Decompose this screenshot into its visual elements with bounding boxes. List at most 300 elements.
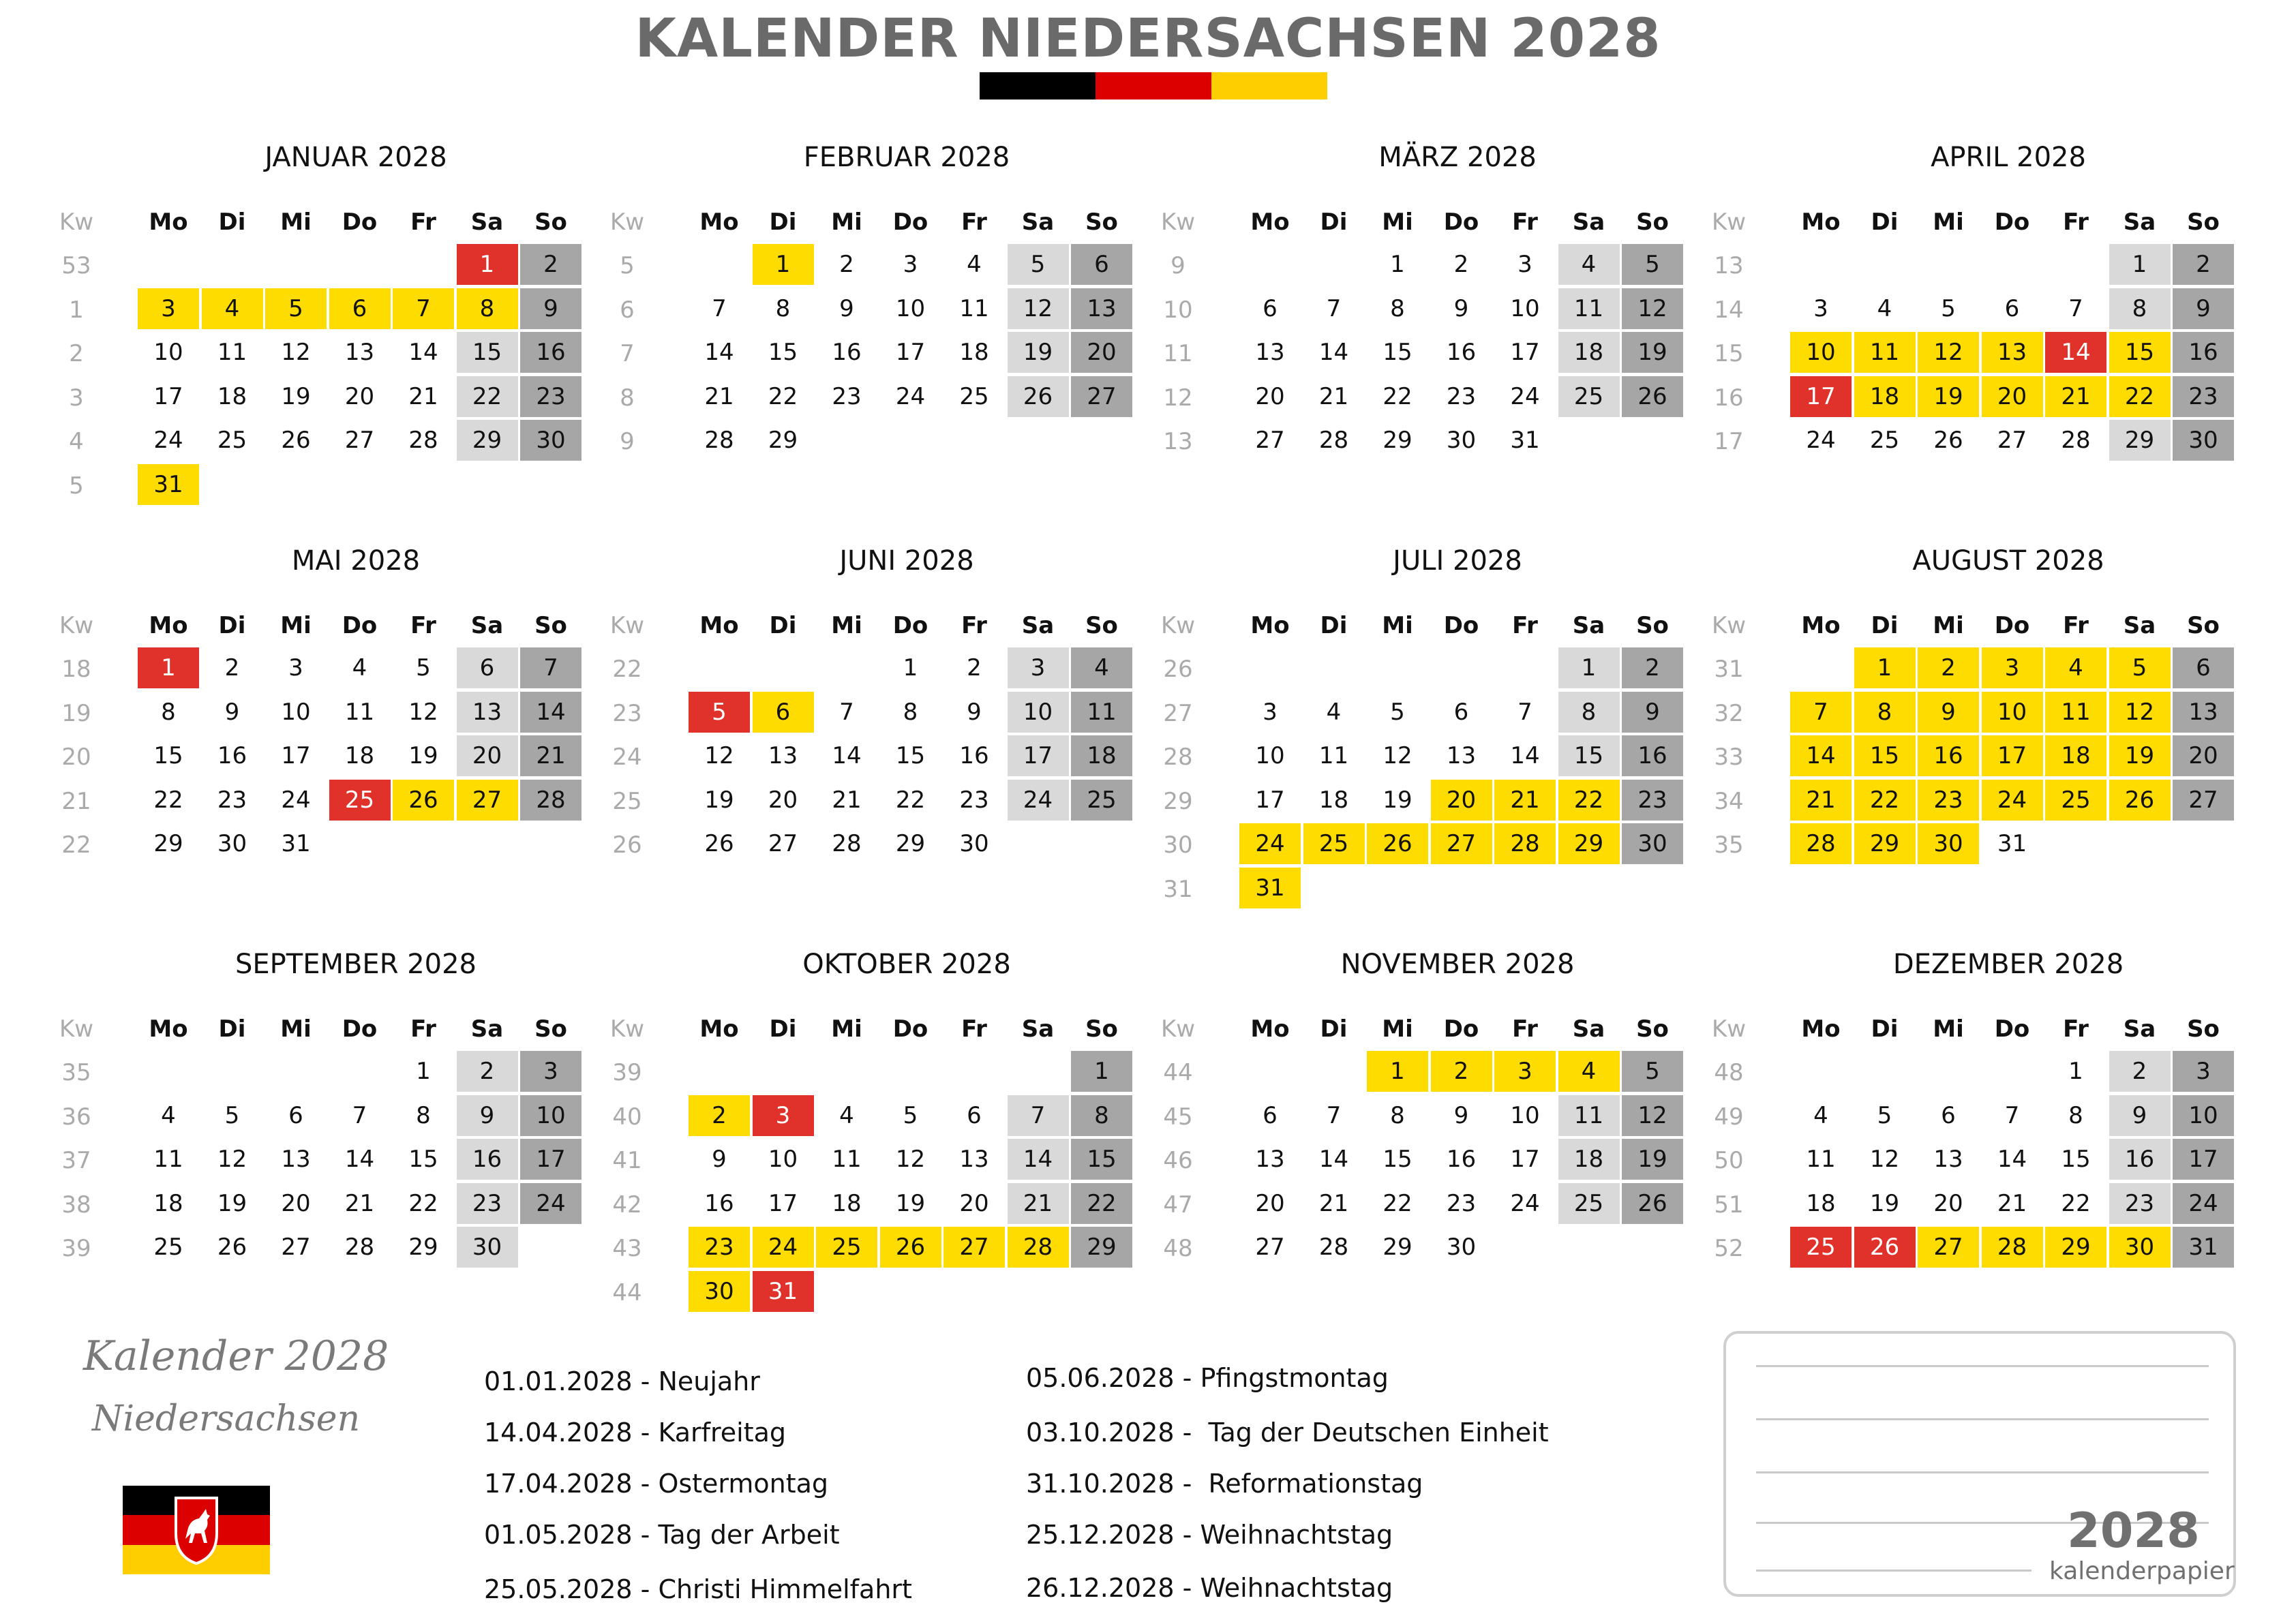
day-cell: 26 — [217, 1234, 247, 1261]
day-cell: 2 — [1918, 647, 1979, 688]
day-cell: 20 — [1933, 1189, 1963, 1217]
day-cell: 28 — [408, 427, 438, 454]
day-cell: 30 — [1918, 823, 1979, 864]
day-cell: 12 — [1622, 1095, 1683, 1136]
holiday-entry: 03.10.2028 - Tag der Deutschen Einheit — [1026, 1418, 1549, 1448]
weekday-header: Mo — [1250, 209, 1290, 236]
day-cell: 4 — [1326, 698, 1342, 726]
day-cell: 17 — [768, 1189, 798, 1217]
day-cell: 10 — [1008, 692, 1069, 733]
day-cell: 9 — [1453, 1101, 1469, 1129]
day-cell: 26 — [1367, 823, 1428, 864]
day-cell: 11 — [344, 698, 375, 726]
weekday-header: So — [1085, 612, 1118, 639]
day-cell: 1 — [1367, 1051, 1428, 1092]
holiday-entry: 01.05.2028 - Tag der Arbeit — [484, 1520, 840, 1550]
day-cell: 5 — [1941, 294, 1956, 322]
weekday-header: So — [1636, 209, 1669, 236]
weekday-header: Kw — [609, 1015, 645, 1043]
note-line — [1756, 1365, 2209, 1367]
day-cell: 29 — [1383, 427, 1413, 454]
day-cell: 9 — [2109, 1095, 2171, 1136]
week-number: 1 — [69, 296, 84, 324]
week-number: 38 — [61, 1191, 91, 1219]
weekday-header: So — [534, 1015, 567, 1043]
day-cell: 16 — [217, 742, 247, 769]
note-line — [1756, 1471, 2209, 1473]
day-cell: 1 — [1854, 647, 1916, 688]
day-cell: 16 — [1918, 735, 1979, 776]
weekday-header: Do — [892, 612, 928, 639]
day-cell: 4 — [202, 288, 263, 329]
weekday-header: Di — [1871, 209, 1899, 236]
day-cell: 14 — [1997, 1146, 2027, 1173]
day-cell: 15 — [408, 1146, 438, 1173]
day-cell: 18 — [832, 1189, 862, 1217]
day-cell: 4 — [1558, 244, 1620, 285]
day-cell: 7 — [712, 294, 727, 322]
day-cell: 15 — [1383, 1146, 1413, 1173]
day-cell: 20 — [1255, 382, 1285, 410]
day-cell: 4 — [1813, 1101, 1828, 1129]
day-cell: 13 — [768, 742, 798, 769]
day-cell: 10 — [895, 294, 926, 322]
weekday-header: Mi — [1933, 612, 1964, 639]
day-cell: 12 — [895, 1146, 926, 1173]
week-number: 30 — [1163, 831, 1193, 859]
day-cell: 7 — [2068, 294, 2083, 322]
script-title: Kalender 2028 — [83, 1332, 389, 1380]
day-cell: 22 — [1383, 1189, 1413, 1217]
day-cell: 19 — [408, 742, 438, 769]
weekday-header: Do — [1994, 209, 2030, 236]
day-cell: 5 — [1877, 1101, 1892, 1129]
weekday-header: Do — [342, 1015, 378, 1043]
day-cell: 9 — [967, 698, 982, 726]
week-number: 36 — [61, 1103, 91, 1131]
day-cell: 1 — [416, 1058, 431, 1085]
month-block — [1160, 545, 1696, 927]
day-cell: 22 — [408, 1189, 438, 1217]
day-cell: 24 — [1806, 427, 1836, 454]
day-cell: 20 — [959, 1189, 989, 1217]
day-cell: 15 — [1383, 339, 1413, 366]
day-cell: 22 — [457, 376, 518, 417]
day-cell: 10 — [1510, 1101, 1540, 1129]
weekday-header: Mi — [831, 209, 862, 236]
weekday-header: Fr — [961, 209, 987, 236]
week-number: 46 — [1163, 1147, 1193, 1174]
week-number: 5 — [69, 472, 84, 500]
day-cell: 19 — [1622, 1139, 1683, 1180]
day-cell: 21 — [1318, 1189, 1349, 1217]
day-cell: 8 — [1390, 294, 1405, 322]
day-cell: 27 — [768, 830, 798, 857]
week-number: 44 — [1163, 1059, 1193, 1086]
day-cell: 16 — [832, 339, 862, 366]
day-cell: 11 — [959, 294, 989, 322]
day-cell: 28 — [1318, 1234, 1349, 1261]
day-cell: 1 — [138, 647, 199, 688]
day-cell: 7 — [2004, 1101, 2020, 1129]
day-cell: 17 — [1510, 1146, 1540, 1173]
week-number: 13 — [1714, 252, 1744, 279]
day-cell: 27 — [943, 1227, 1005, 1268]
day-cell: 13 — [959, 1146, 989, 1173]
week-number: 41 — [612, 1147, 642, 1174]
week-number: 21 — [61, 787, 91, 815]
weekday-header: Kw — [1711, 1015, 1747, 1043]
day-cell: 31 — [281, 830, 311, 857]
weekday-header: Sa — [470, 612, 504, 639]
day-cell: 27 — [1071, 376, 1132, 417]
day-cell: 26 — [1008, 376, 1069, 417]
day-cell: 11 — [1558, 1095, 1620, 1136]
week-number: 16 — [1714, 384, 1744, 412]
month-block — [609, 142, 1145, 523]
day-cell: 21 — [1494, 780, 1556, 821]
weekday-header: Sa — [1021, 209, 1055, 236]
day-cell: 31 — [1997, 830, 2027, 857]
day-cell: 7 — [1517, 698, 1532, 726]
day-cell: 13 — [1982, 332, 2043, 373]
day-cell: 31 — [1239, 868, 1301, 908]
week-number: 22 — [612, 656, 642, 683]
day-cell: 12 — [408, 698, 438, 726]
day-cell: 18 — [1071, 735, 1132, 776]
flag-black-stripe — [980, 72, 1096, 100]
brand-name: kalenderpapier — [2049, 1557, 2235, 1585]
day-cell: 10 — [281, 698, 311, 726]
weekday-header: Di — [769, 612, 797, 639]
month-block — [1160, 949, 1696, 1330]
day-cell: 2 — [520, 244, 581, 285]
day-cell: 4 — [352, 654, 367, 682]
day-cell: 1 — [457, 244, 518, 285]
day-cell: 28 — [2061, 427, 2091, 454]
day-cell: 22 — [1071, 1183, 1132, 1224]
day-cell: 5 — [2109, 647, 2171, 688]
day-cell: 19 — [1383, 786, 1413, 814]
day-cell: 11 — [1806, 1146, 1836, 1173]
day-cell: 28 — [520, 780, 581, 821]
weekday-header: Kw — [1160, 209, 1196, 236]
day-cell: 22 — [895, 786, 926, 814]
day-cell: 23 — [2109, 1183, 2171, 1224]
day-cell: 13 — [1071, 288, 1132, 329]
day-cell: 23 — [1446, 1189, 1477, 1217]
weekday-header: Do — [342, 612, 378, 639]
day-cell: 13 — [344, 339, 375, 366]
week-number: 43 — [612, 1235, 642, 1262]
day-cell: 21 — [1997, 1189, 2027, 1217]
day-cell: 20 — [2173, 735, 2234, 776]
day-cell: 14 — [704, 339, 734, 366]
day-cell: 15 — [1071, 1139, 1132, 1180]
day-cell: 7 — [839, 698, 854, 726]
day-cell: 13 — [457, 692, 518, 733]
week-number: 7 — [620, 340, 635, 367]
day-cell: 25 — [1790, 1227, 1852, 1268]
day-cell: 30 — [689, 1271, 750, 1312]
day-cell: 23 — [217, 786, 247, 814]
day-cell: 2 — [1453, 251, 1469, 278]
day-cell: 4 — [1877, 294, 1892, 322]
week-number: 34 — [1714, 787, 1744, 815]
day-cell: 15 — [1854, 735, 1916, 776]
day-cell: 12 — [1008, 288, 1069, 329]
day-cell: 21 — [1790, 780, 1852, 821]
day-cell: 1 — [753, 244, 814, 285]
weekday-header: Di — [218, 612, 246, 639]
day-cell: 19 — [1869, 1189, 1900, 1217]
day-cell: 11 — [2045, 692, 2106, 733]
day-cell: 8 — [903, 698, 918, 726]
day-cell: 3 — [1813, 294, 1828, 322]
day-cell: 11 — [1071, 692, 1132, 733]
day-cell: 9 — [1453, 294, 1469, 322]
week-number: 37 — [61, 1147, 91, 1174]
day-cell: 22 — [1383, 382, 1413, 410]
day-cell: 7 — [1008, 1095, 1069, 1136]
month-title: MÄRZ 2028 — [1378, 142, 1537, 173]
day-cell: 6 — [1453, 698, 1469, 726]
day-cell: 18 — [217, 382, 247, 410]
holiday-entry: 31.10.2028 - Reformationstag — [1026, 1469, 1423, 1499]
day-cell: 24 — [1239, 823, 1301, 864]
day-cell: 31 — [1510, 427, 1540, 454]
day-cell: 27 — [344, 427, 375, 454]
weekday-header: Di — [1871, 1015, 1899, 1043]
day-cell: 16 — [959, 742, 989, 769]
day-cell: 9 — [712, 1146, 727, 1173]
week-number: 42 — [612, 1191, 642, 1219]
day-cell: 10 — [1510, 294, 1540, 322]
day-cell: 10 — [1255, 742, 1285, 769]
day-cell: 24 — [153, 427, 183, 454]
day-cell: 24 — [2173, 1183, 2234, 1224]
weekday-header: So — [1085, 209, 1118, 236]
day-cell: 12 — [1918, 332, 1979, 373]
day-cell: 6 — [753, 692, 814, 733]
day-cell: 27 — [1255, 1234, 1285, 1261]
day-cell: 12 — [1869, 1146, 1900, 1173]
weekday-header: Mi — [831, 1015, 862, 1043]
day-cell: 26 — [1622, 1183, 1683, 1224]
day-cell: 31 — [138, 464, 199, 505]
day-cell: 20 — [1255, 1189, 1285, 1217]
weekday-header: Fr — [1512, 1015, 1538, 1043]
weekday-header: Do — [1443, 209, 1479, 236]
weekday-header: Kw — [59, 612, 94, 639]
weekday-header: Mo — [1250, 1015, 1290, 1043]
day-cell: 11 — [217, 339, 247, 366]
weekday-header: Kw — [1160, 612, 1196, 639]
weekday-header: Di — [218, 1015, 246, 1043]
week-number: 26 — [1163, 656, 1193, 683]
week-number: 5 — [620, 252, 635, 279]
day-cell: 17 — [1008, 735, 1069, 776]
weekday-header: Mo — [699, 209, 739, 236]
day-cell: 17 — [153, 382, 183, 410]
day-cell: 12 — [1622, 288, 1683, 329]
day-cell: 2 — [457, 1051, 518, 1092]
day-cell: 13 — [281, 1146, 311, 1173]
weekday-header: Di — [769, 1015, 797, 1043]
day-cell: 19 — [1622, 332, 1683, 373]
day-cell: 7 — [1790, 692, 1852, 733]
day-cell: 15 — [153, 742, 183, 769]
day-cell: 8 — [1854, 692, 1916, 733]
weekday-header: Fr — [410, 209, 436, 236]
day-cell: 13 — [1933, 1146, 1963, 1173]
holiday-entry: 14.04.2028 - Karfreitag — [484, 1418, 787, 1448]
week-number: 35 — [61, 1059, 91, 1086]
day-cell: 27 — [1997, 427, 2027, 454]
day-cell: 29 — [1558, 823, 1620, 864]
weekday-header: Kw — [609, 612, 645, 639]
day-cell: 1 — [1558, 647, 1620, 688]
holiday-entry: 05.06.2028 - Pfingstmontag — [1026, 1363, 1389, 1393]
day-cell: 18 — [1318, 786, 1349, 814]
day-cell: 23 — [2173, 376, 2234, 417]
day-cell: 26 — [880, 1227, 941, 1268]
day-cell: 20 — [1071, 332, 1132, 373]
day-cell: 17 — [2173, 1139, 2234, 1180]
day-cell: 20 — [1431, 780, 1492, 821]
weekday-header: Fr — [1512, 612, 1538, 639]
day-cell: 29 — [153, 830, 183, 857]
day-cell: 16 — [1446, 1146, 1477, 1173]
day-cell: 6 — [967, 1101, 982, 1129]
weekday-header: Sa — [2123, 1015, 2156, 1043]
holiday-entry: 25.12.2028 - Weihnachtstag — [1026, 1520, 1393, 1550]
week-number: 9 — [620, 428, 635, 455]
week-number: 25 — [612, 787, 642, 815]
day-cell: 3 — [753, 1095, 814, 1136]
day-cell: 20 — [457, 735, 518, 776]
day-cell: 27 — [281, 1234, 311, 1261]
weekday-header: Kw — [1711, 209, 1747, 236]
day-cell: 19 — [704, 786, 734, 814]
day-cell: 3 — [1494, 1051, 1556, 1092]
week-number: 6 — [620, 296, 635, 324]
holiday-entry: 25.05.2028 - Christi Himmelfahrt — [484, 1574, 912, 1604]
day-cell: 14 — [1008, 1139, 1069, 1180]
german-flag-bar — [980, 72, 1327, 100]
weekday-header: Sa — [1572, 209, 1605, 236]
day-cell: 22 — [768, 382, 798, 410]
day-cell: 15 — [2109, 332, 2171, 373]
day-cell: 30 — [2109, 1227, 2171, 1268]
day-cell: 25 — [816, 1227, 877, 1268]
day-cell: 24 — [1510, 382, 1540, 410]
month-title: JULI 2028 — [1393, 545, 1522, 577]
day-cell: 23 — [457, 1183, 518, 1224]
weekday-header: Fr — [2063, 612, 2089, 639]
day-cell: 30 — [1446, 1234, 1477, 1261]
day-cell: 3 — [2173, 1051, 2234, 1092]
day-cell: 6 — [1263, 1101, 1278, 1129]
day-cell: 21 — [832, 786, 862, 814]
day-cell: 9 — [1622, 692, 1683, 733]
day-cell: 4 — [839, 1101, 854, 1129]
week-number: 48 — [1714, 1059, 1744, 1086]
day-cell: 22 — [1854, 780, 1916, 821]
day-cell: 2 — [967, 654, 982, 682]
day-cell: 5 — [1622, 1051, 1683, 1092]
day-cell: 17 — [895, 339, 926, 366]
day-cell: 7 — [1326, 294, 1342, 322]
week-number: 13 — [1163, 428, 1193, 455]
day-cell: 24 — [895, 382, 926, 410]
weekday-header: Sa — [1572, 1015, 1605, 1043]
weekday-header: So — [534, 612, 567, 639]
day-cell: 30 — [457, 1227, 518, 1268]
day-cell: 24 — [281, 786, 311, 814]
week-number: 28 — [1163, 744, 1193, 771]
day-cell: 13 — [1255, 1146, 1285, 1173]
weekday-header: Fr — [410, 612, 436, 639]
day-cell: 22 — [2109, 376, 2171, 417]
day-cell: 29 — [768, 427, 798, 454]
day-cell: 17 — [520, 1139, 581, 1180]
day-cell: 27 — [1431, 823, 1492, 864]
day-cell: 7 — [520, 647, 581, 688]
day-cell: 27 — [1918, 1227, 1979, 1268]
day-cell: 8 — [1390, 1101, 1405, 1129]
day-cell: 5 — [1008, 244, 1069, 285]
day-cell: 27 — [1255, 427, 1285, 454]
week-number: 40 — [612, 1103, 642, 1131]
day-cell: 9 — [1918, 692, 1979, 733]
day-cell: 3 — [138, 288, 199, 329]
weekday-header: Mo — [1801, 612, 1841, 639]
month-title: JUNI 2028 — [839, 545, 974, 577]
day-cell: 21 — [408, 382, 438, 410]
day-cell: 9 — [224, 698, 240, 726]
day-cell: 16 — [457, 1139, 518, 1180]
day-cell: 25 — [153, 1234, 183, 1261]
day-cell: 8 — [2109, 288, 2171, 329]
week-number: 3 — [69, 384, 84, 412]
day-cell: 3 — [1008, 647, 1069, 688]
day-cell: 8 — [457, 288, 518, 329]
holiday-entry: 26.12.2028 - Weihnachtstag — [1026, 1573, 1393, 1603]
day-cell: 8 — [416, 1101, 431, 1129]
weekday-header: Fr — [961, 612, 987, 639]
week-number: 14 — [1714, 296, 1744, 324]
day-cell: 19 — [281, 382, 311, 410]
day-cell: 12 — [704, 742, 734, 769]
day-cell: 26 — [704, 830, 734, 857]
day-cell: 11 — [832, 1146, 862, 1173]
day-cell: 11 — [1854, 332, 1916, 373]
day-cell: 30 — [520, 420, 581, 461]
week-number: 50 — [1714, 1147, 1744, 1174]
day-cell: 2 — [1622, 647, 1683, 688]
week-number: 47 — [1163, 1191, 1193, 1219]
month-block — [1160, 142, 1696, 523]
day-cell: 11 — [1558, 288, 1620, 329]
week-number: 19 — [61, 699, 91, 727]
day-cell: 14 — [520, 692, 581, 733]
weekday-header: Di — [1320, 1015, 1348, 1043]
day-cell: 25 — [1558, 376, 1620, 417]
weekday-header: Mo — [149, 612, 188, 639]
day-cell: 22 — [153, 786, 183, 814]
day-cell: 6 — [288, 1101, 303, 1129]
